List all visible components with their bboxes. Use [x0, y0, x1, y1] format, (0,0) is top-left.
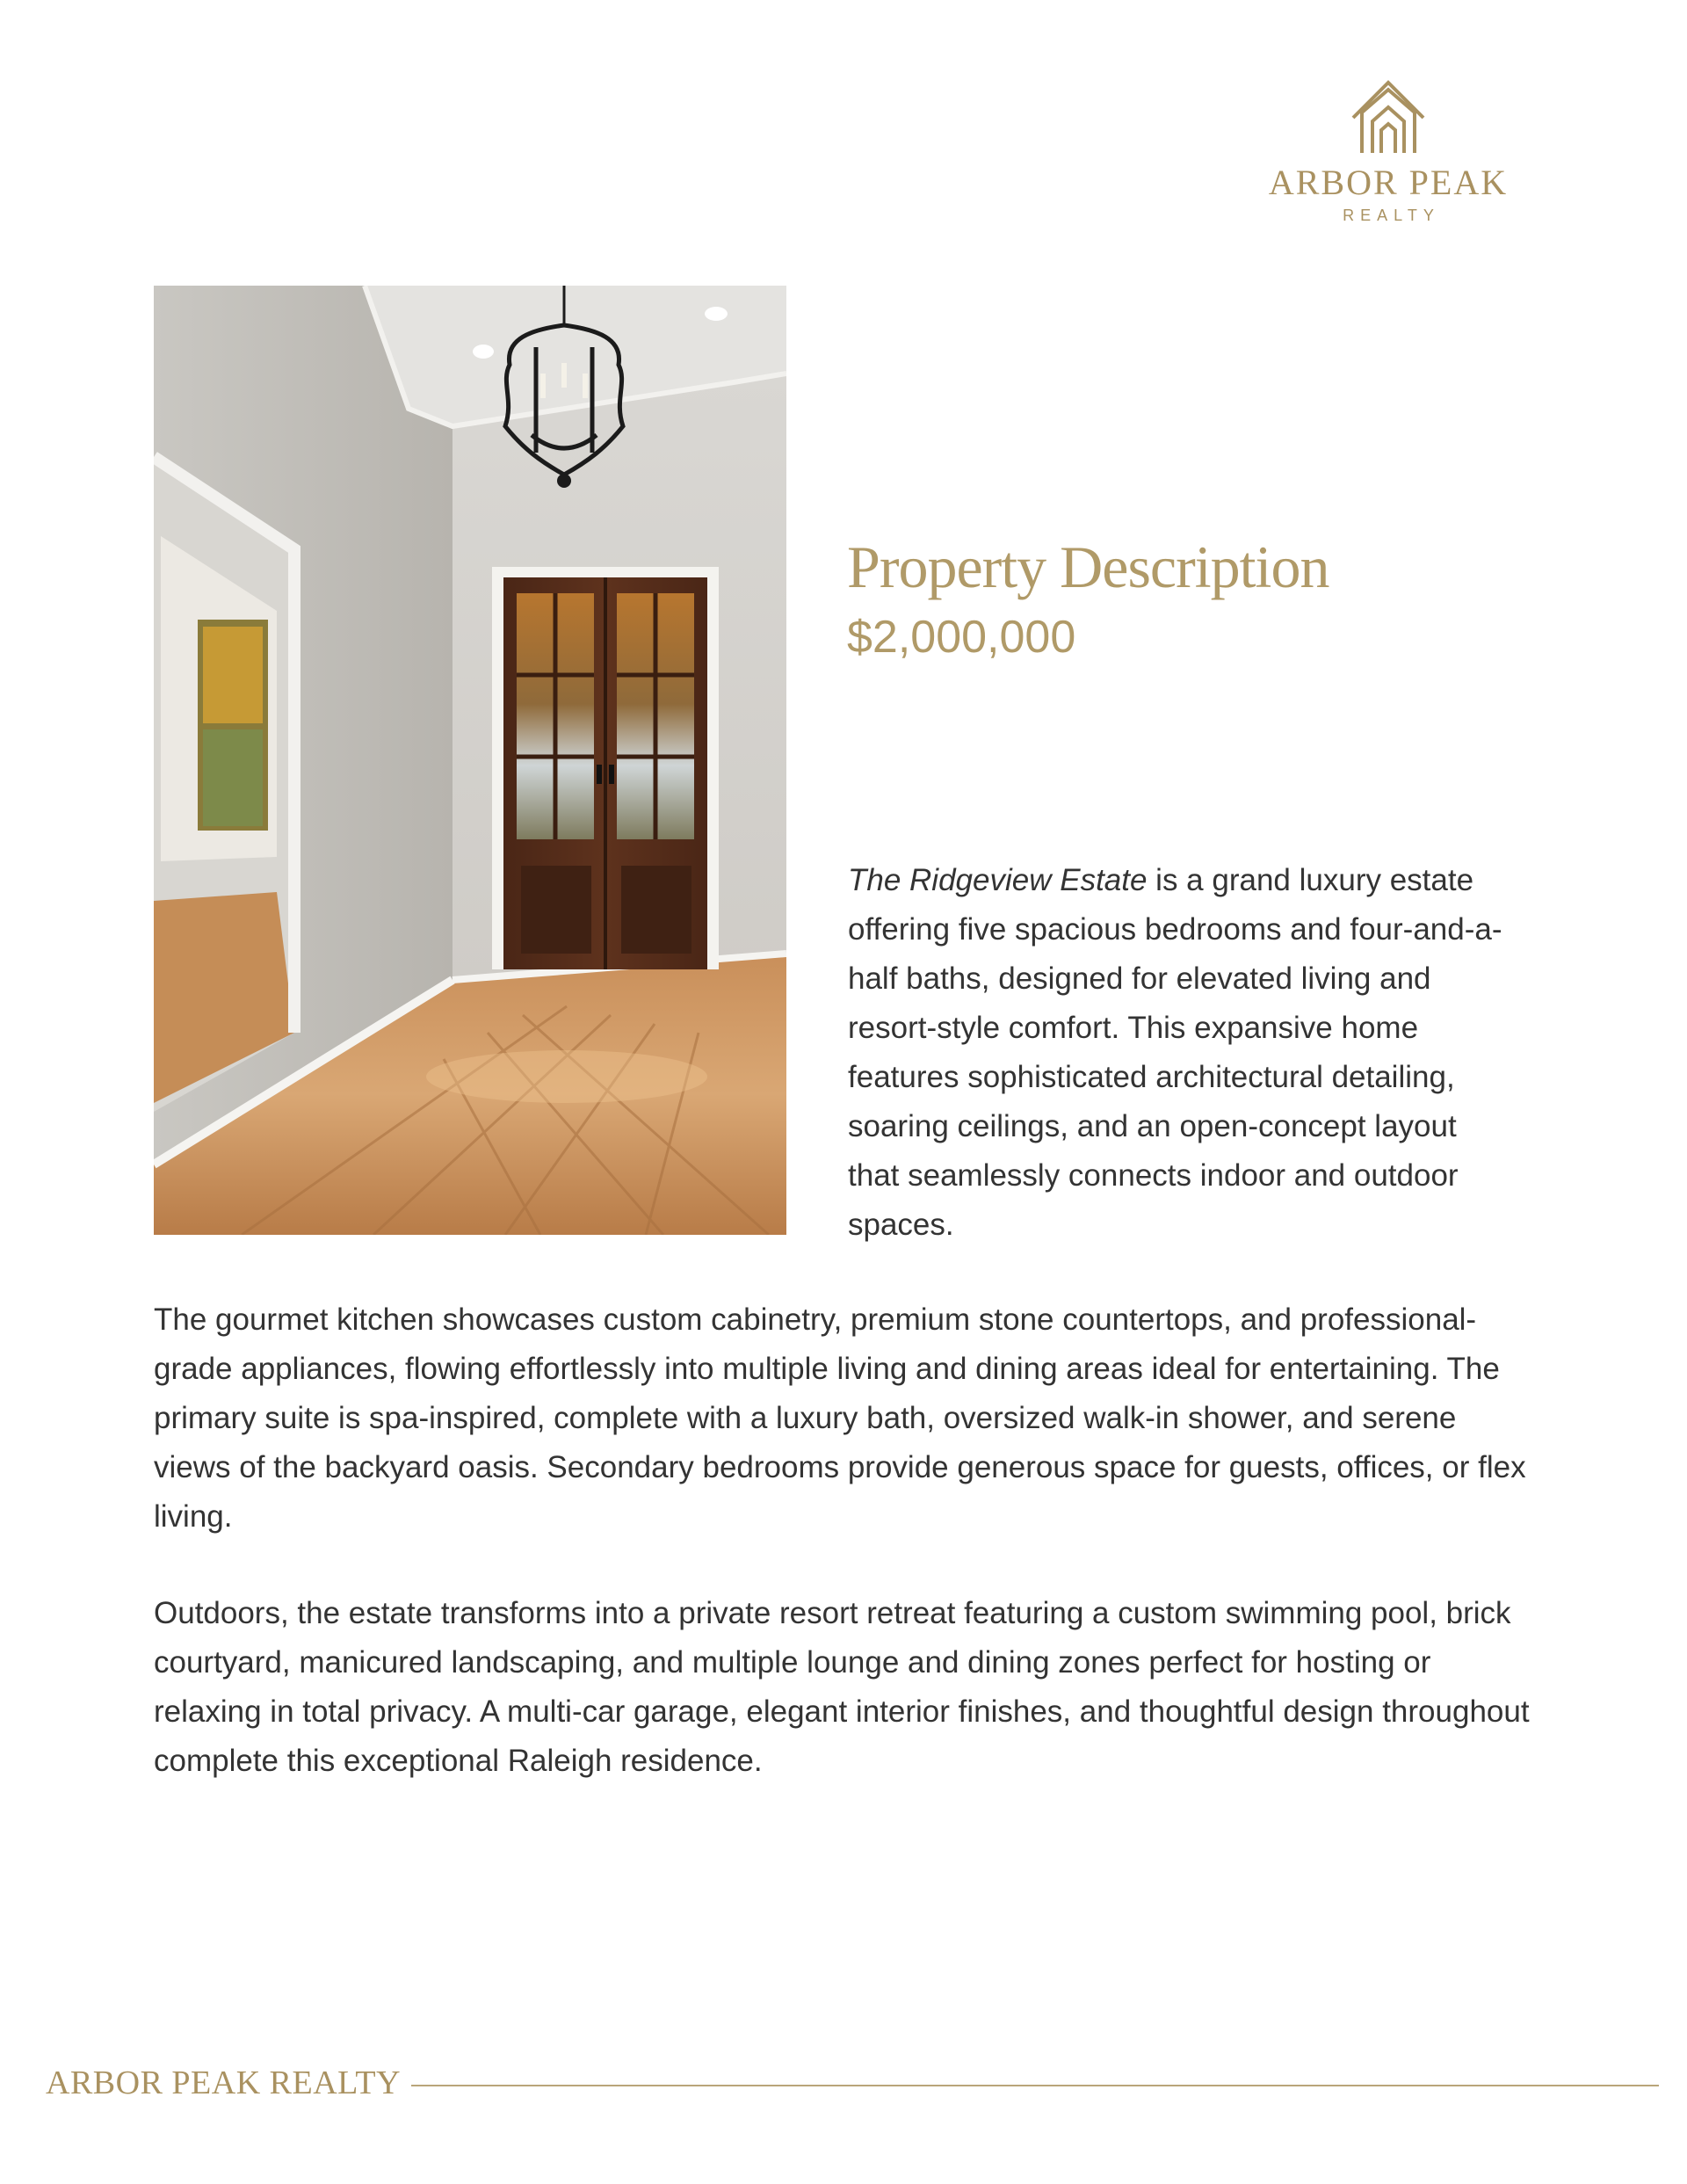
footer-divider	[411, 2085, 1659, 2086]
page-title: Property Description	[847, 533, 1329, 600]
logo-subtitle: REALTY	[1343, 207, 1440, 224]
description-paragraph-3: Outdoors, the estate transforms into a private resort retreat featuring a custom swimming pool, brick courtyard, manicured landscaping, and multiple lounge and dining zones perfect for hosting or relaxing in total privacy. A multi-car garage, elegant interior finishes, and thoughtful design throughout complete this exceptional Raleigh residence.	[154, 1596, 1530, 1778]
description-paragraph-1	[848, 856, 1507, 1250]
entryway-photo	[154, 286, 786, 1235]
property-name: The Ridgeview Estate	[848, 863, 1148, 897]
brand-logo	[1256, 77, 1520, 236]
description-text-1: is a grand luxury estate offering five spacious bedrooms and four-and-a-half baths, designed for elevated living and resort-style comfort. This expansive home features sophisticated architectural detailing, soaring ceilings, and an open-concept layout that seamlessly connects indoor and outdoor spaces.	[848, 863, 1502, 1242]
footer-brand: ARBOR PEAK REALTY	[46, 2064, 402, 2101]
logo-name: ARBOR PEAK	[1268, 163, 1509, 202]
description-paragraph-2: The gourmet kitchen showcases custom cabinetry, premium stone countertops, and professional-grade appliances, flowing effortlessly into multiple living and dining areas ideal for entertaining. The primary suite is spa-inspired, complete with a luxury bath, oversized walk-in shower, and serene views of the backyard oasis. Secondary bedrooms provide generous space for guests, offices, or flex living.	[154, 1302, 1526, 1534]
house-outline-icon	[1348, 77, 1429, 156]
listing-price: $2,000,000	[847, 612, 1076, 663]
